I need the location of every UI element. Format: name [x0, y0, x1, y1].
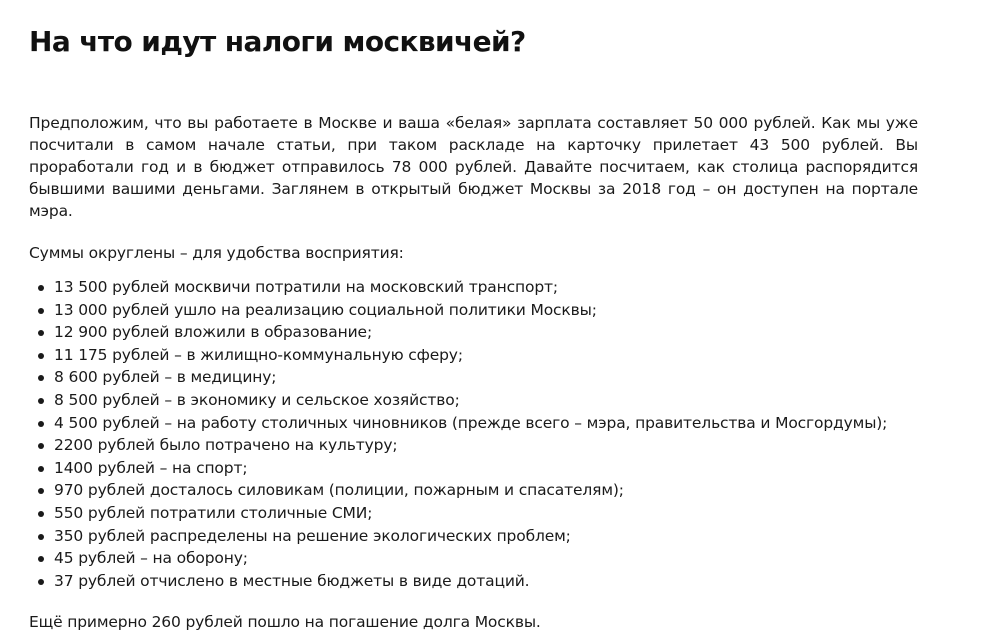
list-item-text: 12 900 рублей вложили в образование;	[54, 323, 373, 342]
rounding-note: Суммы округлены – для удобства восприятия:	[29, 244, 404, 262]
budget-list	[29, 276, 929, 592]
bullet-icon	[38, 556, 44, 562]
list-item-text: 1400 рублей – на спорт;	[54, 458, 248, 477]
bullet-icon	[38, 443, 44, 449]
bullet-icon	[38, 353, 44, 359]
list-item-text: 970 рублей досталось силовикам (полиции, пожарным и спасателям);	[54, 481, 624, 500]
list-item-text: 350 рублей распределены на решение экологических проблем;	[54, 526, 571, 545]
bullet-icon	[38, 308, 44, 314]
list-item-text: 37 рублей отчислено в местные бюджеты в виде дотаций.	[54, 571, 530, 590]
list-item	[29, 344, 929, 367]
bullet-icon	[38, 534, 44, 540]
list-item	[29, 457, 929, 480]
bullet-icon	[38, 330, 44, 336]
debt-note: Ещё примерно 260 рублей пошло на погашение долга Москвы.	[29, 613, 541, 632]
article-title: На что идут налоги москвичей?	[29, 25, 526, 58]
list-item	[29, 570, 929, 593]
list-item	[29, 389, 929, 412]
list-item	[29, 412, 929, 435]
bullet-icon	[38, 398, 44, 404]
list-item	[29, 525, 929, 548]
list-item-text: 45 рублей – на оборону;	[54, 549, 248, 568]
bullet-icon	[38, 285, 44, 291]
list-item-text: 11 175 рублей – в жилищно-коммунальную сферу;	[54, 345, 463, 364]
bullet-icon	[38, 488, 44, 494]
list-item-text: 4 500 рублей – на работу столичных чиновников (прежде всего – мэра, правительства и Мосгордумы);	[54, 413, 888, 432]
list-item-text: 8 500 рублей – в экономику и сельское хозяйство;	[54, 390, 460, 409]
bullet-icon	[38, 466, 44, 472]
list-item	[29, 434, 929, 457]
bullet-icon	[38, 579, 44, 585]
bullet-icon	[38, 375, 44, 381]
list-item-text: 13 500 рублей москвичи потратили на московский транспорт;	[54, 278, 558, 296]
bullet-icon	[38, 511, 44, 517]
list-item-text: 13 000 рублей ушло на реализацию социальной политики Москвы;	[54, 300, 597, 319]
list-item-text: 8 600 рублей – в медицину;	[54, 368, 277, 387]
list-item	[29, 547, 929, 570]
list-item	[29, 299, 929, 322]
intro-paragraph: Предположим, что вы работаете в Москве и ваша «белая» зарплата составляет 50 000 рублей. Как мы уже посчитали в самом начале статьи, при таком раскладе на карточку прилетает 43 500 рублей. Вы проработали год и в бюджет отправилось 78 000 рублей. Давайте посчитаем, как столица распорядится бывшими вашими деньгами. Заглянем в открытый бюджет Москвы за 2018 год – он доступен на портале мэра.	[29, 114, 918, 220]
list-item	[29, 479, 929, 502]
list-item-text: 550 рублей потратили столичные СМИ;	[54, 503, 373, 522]
list-item	[29, 321, 929, 344]
list-item-text: 2200 рублей было потрачено на культуру;	[54, 436, 398, 455]
list-item	[29, 366, 929, 389]
bullet-icon	[38, 421, 44, 427]
list-item	[29, 276, 929, 299]
list-item	[29, 502, 929, 525]
